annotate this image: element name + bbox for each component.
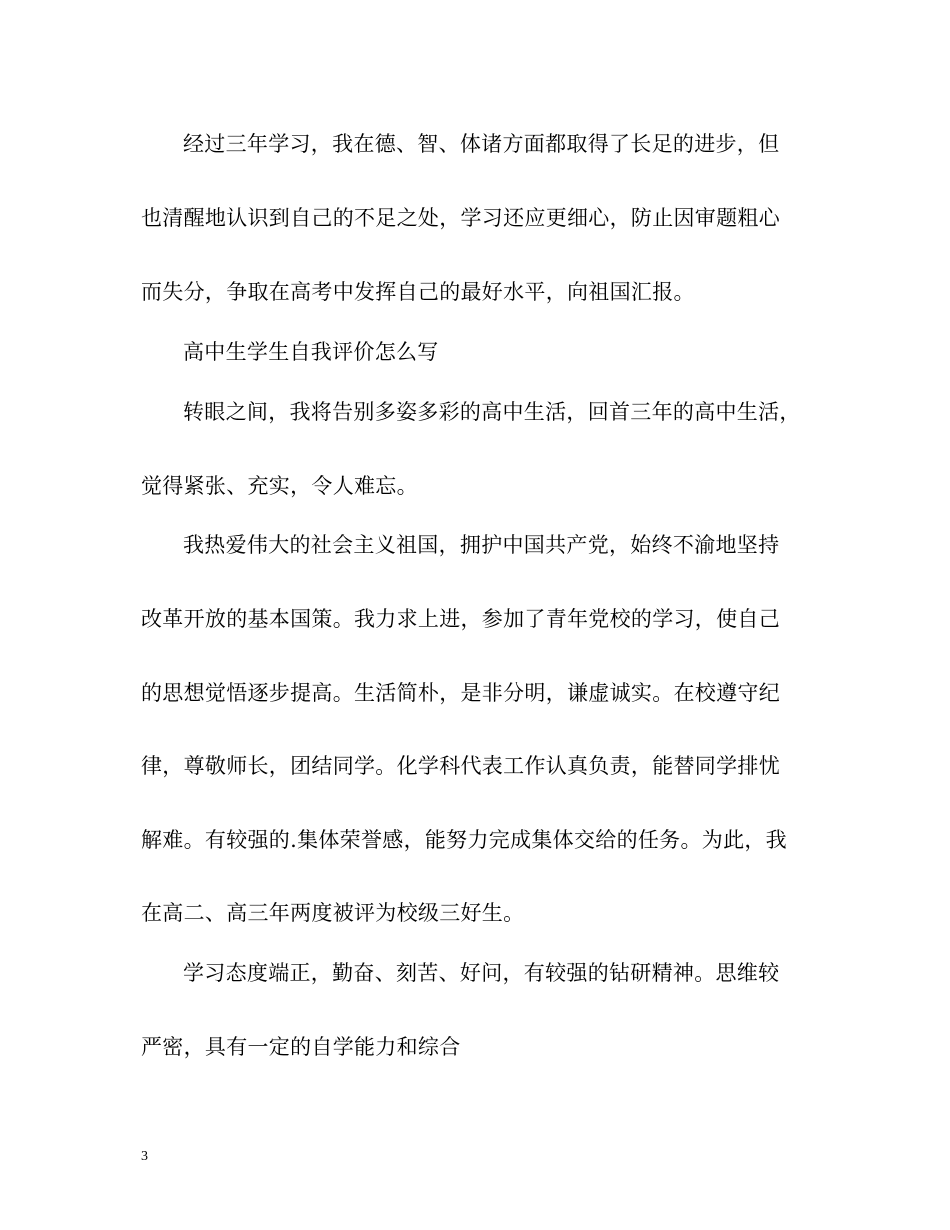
text-line: 严密，具有一定的自学能力和综合 <box>141 1035 461 1059</box>
text-line: 学习态度端正，勤奋、刻苦、好问，有较强的钻研精神。思维较 <box>183 961 780 985</box>
page-number: 3 <box>141 1149 148 1164</box>
text-line: 经过三年学习，我在德、智、体诸方面都取得了长足的进步，但 <box>183 132 780 156</box>
text-line: 解难。有较强的.集体荣誉感，能努力完成集体交给的任务。为此，我 <box>141 828 787 852</box>
text-line: 而失分，争取在高考中发挥自己的最好水平，向祖国汇报。 <box>141 280 695 304</box>
text-line: 在高二、高三年两度被评为校级三好生。 <box>141 901 525 925</box>
text-line: 也清醒地认识到自己的不足之处，学习还应更细心，防止因审题粗心 <box>141 206 780 230</box>
text-line: 觉得紧张、充实，令人难忘。 <box>141 474 418 498</box>
text-line: 的思想觉悟逐步提高。生活简朴，是非分明，谦虚诚实。在校遵守纪 <box>141 681 780 705</box>
text-line: 律，尊敬师长，团结同学。化学科代表工作认真负责，能替同学排忧 <box>141 754 780 778</box>
text-line: 转眼之间，我将告别多姿多彩的高中生活，回首三年的高中生活， <box>183 400 801 424</box>
text-line: 我热爱伟大的社会主义祖国，拥护中国共产党，始终不渝地坚持 <box>183 533 780 557</box>
text-line: 改革开放的基本国策。我力求上进，参加了青年党校的学习，使自己 <box>141 607 780 631</box>
section-heading: 高中生学生自我评价怎么写 <box>183 340 439 364</box>
